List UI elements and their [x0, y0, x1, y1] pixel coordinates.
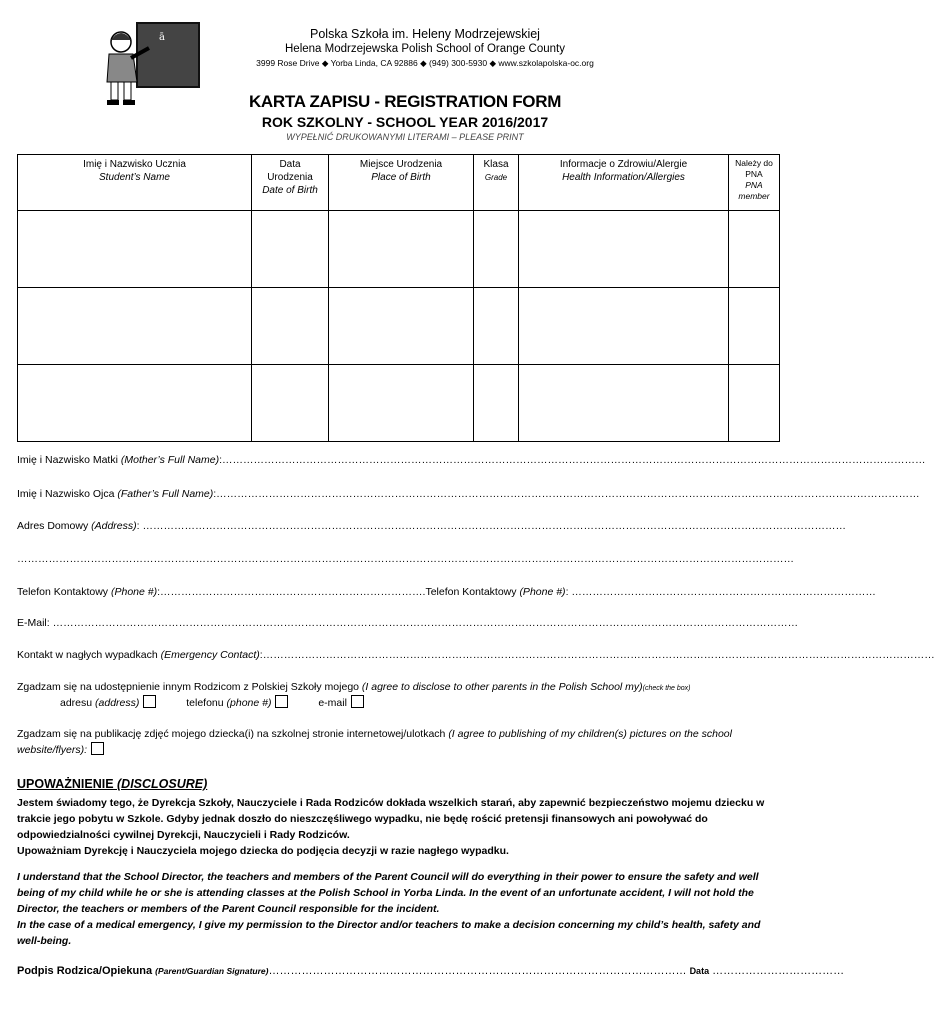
field-label: Imię i Nazwisko Ojca — [17, 488, 118, 500]
cell-input[interactable] — [18, 288, 252, 365]
table-row — [18, 288, 780, 365]
field-label-en: (Phone #) — [110, 586, 158, 598]
col-label-pl: Informacje o Zdrowiu/Alergie — [559, 159, 688, 170]
check-note: (check the box) — [642, 685, 691, 692]
field-label: Telefon Kontaktowy — [17, 586, 111, 598]
cell-input[interactable] — [519, 211, 729, 288]
emergency-contact-field[interactable]: Kontakt w nagłych wypadkach (Emergency Contact):………………………………………………………………………………………………………………………………………………………………………… — [17, 649, 935, 661]
phone-field[interactable]: Telefon Kontaktowy (Phone #):………………………………………………………………….Telefon Kontaktowy (Phone #): …………………………………………………………………………… — [17, 586, 876, 598]
cell-input[interactable] — [329, 211, 474, 288]
disclosure-title-pl: UPOWAŻNIENIE — [17, 777, 118, 791]
email-checkbox[interactable] — [351, 695, 364, 708]
field-label: Imię i Nazwisko Matki — [17, 454, 121, 466]
consent-text-en: (I agree to disclose to other parents in the Polish School my) — [361, 681, 643, 693]
cell-input[interactable] — [729, 365, 780, 442]
phone-checkbox[interactable] — [275, 695, 288, 708]
father-name-field[interactable]: Imię i Nazwisko Ojca (Father’s Full Name):………………………………………………………………………………………………………………………………………………………………………………… — [17, 488, 920, 500]
address-field[interactable]: Adres Domowy (Address): ………………………………………………………………………………………………………………………………………………………………………………… — [17, 520, 846, 532]
field-label-en: (Father’s Full Name) — [117, 488, 214, 500]
cell-input[interactable] — [474, 211, 519, 288]
school-city: Yorba Linda, CA 92886 — [330, 58, 418, 68]
date-label: Data — [689, 966, 710, 976]
col-date-of-birth — [252, 155, 329, 211]
disclosure-paragraph: Jestem świadomy tego, że Dyrekcja Szkoły, Nauczyciele i Rada Rodziców dokłada wszelkich starań, aby zapewnić bezpieczeństwo mojemu dziecku w trakcie jego pobytu w Szkole. Gdyby jednak doszło do nieszczęśliwego wypadku, nie będę rościć pretensji finansowych ani powoływać do odpowiedzialności cywilnej Dyrekcji, Nauczycieli i Rady Rodziców. — [17, 797, 765, 841]
field-label-en: (Mother’s Full Name) — [120, 454, 220, 466]
consent-text: Zgadzam się na udostępnienie innym Rodzicom z Polskiej Szkoły mojego — [17, 681, 362, 693]
form-title: KARTA ZAPISU - REGISTRATION FORM — [248, 92, 562, 111]
disclosure-text-en — [17, 869, 782, 949]
cell-input[interactable] — [252, 288, 329, 365]
cell-input[interactable] — [474, 365, 519, 442]
disclosure-paragraph: In the case of a medical emergency, I give my permission to the Director and/or teachers to make a decision concerning my child’s health, safety and well-being. — [17, 919, 761, 947]
col-pna-member — [729, 155, 780, 211]
school-website: www.szkolapolska-oc.org — [498, 58, 594, 68]
col-label-en: Health Information/Allergies — [562, 172, 685, 183]
disclosure-title — [17, 777, 207, 791]
col-label-en: Place of Birth — [371, 172, 431, 183]
school-year: ROK SZKOLNY - SCHOOL YEAR 2016/2017 — [261, 114, 549, 130]
cell-input[interactable] — [252, 211, 329, 288]
cell-input[interactable] — [252, 365, 329, 442]
col-place-of-birth — [329, 155, 474, 211]
signature-label: Podpis Rodzica/Opiekuna — [17, 965, 156, 977]
disclosure-title-en: (DISCLOSURE) — [117, 777, 208, 791]
col-student-name — [18, 155, 252, 211]
bullet-icon: ◆ — [489, 58, 499, 68]
field-label-en: (Phone #) — [519, 586, 566, 598]
school-contact — [200, 58, 650, 69]
disclosure-paragraph: Upoważniam Dyrekcję i Nauczyciela mojego dziecka do podjęcia decyzji w razie nagłego wypadku. — [17, 845, 509, 857]
option-label: adresu — [60, 697, 96, 709]
address-checkbox[interactable] — [143, 695, 156, 708]
field-label: E-Mail: — [17, 617, 50, 629]
bullet-icon: ◆ — [321, 58, 331, 68]
field-label: Telefon Kontaktowy — [425, 586, 520, 598]
signature-label-en: (Parent/Guardian Signature) — [155, 966, 269, 976]
bullet-icon: ◆ — [420, 58, 429, 68]
cell-input[interactable] — [18, 365, 252, 442]
mother-name-field[interactable]: Imię i Nazwisko Matki (Mother’s Full Name):………………………………………………………………………………………………………………………………………………………………………………… — [17, 454, 926, 466]
cell-input[interactable] — [18, 211, 252, 288]
email-field[interactable]: E-Mail: …………………………………………………………………………………………………………………………………………………………………………………………… — [17, 617, 799, 629]
svg-text:ā: ā — [159, 32, 165, 43]
consent-text-en: (I agree to publishing of my children(s) pictures on the school website/flyers): — [17, 728, 732, 756]
photo-checkbox[interactable] — [91, 742, 104, 755]
disclosure-text-pl — [17, 795, 782, 859]
option-label-en: (address) — [95, 697, 140, 709]
cell-input[interactable] — [329, 288, 474, 365]
col-label-pl: Miejsce Urodzenia — [359, 159, 443, 170]
cell-input[interactable] — [729, 211, 780, 288]
col-label-pl: Należy do PNA — [735, 158, 773, 179]
school-phone: (949) 300-5930 — [428, 58, 488, 68]
cell-input[interactable] — [329, 365, 474, 442]
cell-input[interactable] — [729, 288, 780, 365]
student-table — [17, 154, 780, 442]
disclosure-paragraph: I understand that the School Director, the teachers and members of the Parent Council will do everything in their power to ensure the safety and well being of my child while he or she is attending classes at the Polish School in Yorba Linda. In the event of an unfortunate accident, I will not hold the Director, the teachers or members of the Parent Council responsible for the incident. — [17, 871, 759, 915]
col-label-en: Grade — [484, 173, 508, 182]
cell-input[interactable] — [474, 288, 519, 365]
table-row — [18, 365, 780, 442]
option-label-en: (phone #) — [226, 697, 272, 709]
school-name-pl: Polska Szkoła im. Heleny Modrzejewskiej — [310, 27, 540, 41]
col-label-pl: Imię i Nazwisko Ucznia — [83, 159, 186, 170]
consent-text: Zgadzam się na publikację zdjęć mojego dziecka(i) na szkolnej stronie internetowej/ulotkach — [17, 728, 449, 740]
print-instruction: WYPEŁNIĆ DRUKOWANYMI LITERAMI – PLEASE PRINT — [286, 132, 524, 142]
school-address: 3999 Rose Drive — [256, 58, 320, 68]
col-grade — [474, 155, 519, 211]
col-label-en: PNA member — [738, 180, 770, 201]
col-label-pl: Klasa — [483, 159, 509, 170]
cell-input[interactable] — [519, 365, 729, 442]
col-label-en: Date of Birth — [262, 185, 318, 196]
field-label-en: (Address) — [91, 520, 137, 532]
option-label: telefonu — [186, 697, 227, 709]
photo-consent — [17, 726, 782, 758]
school-name-en: Helena Modrzejewska Polish School of Orange County — [285, 43, 565, 55]
table-row — [18, 211, 780, 288]
option-label: e-mail — [318, 697, 347, 709]
cell-input[interactable] — [519, 288, 729, 365]
field-label: Adres Domowy — [17, 520, 92, 532]
col-label-pl: Data Urodzenia — [267, 159, 313, 183]
signature-field[interactable]: Podpis Rodzica/Opiekuna (Parent/Guardian Signature)…………………………………………………………………………………………………… Data ……………………………… — [17, 965, 845, 977]
field-label-en: (Emergency Contact) — [160, 649, 260, 661]
col-label-en: Student’s Name — [99, 172, 170, 183]
address-line-2[interactable]: …………………………………………………………………………………………………………………………………………………………………………………………………… — [17, 553, 794, 565]
disclose-options — [60, 695, 460, 711]
col-health-info — [519, 155, 729, 211]
field-label: Kontakt w nagłych wypadkach — [17, 649, 161, 661]
table-header-row — [18, 155, 780, 211]
